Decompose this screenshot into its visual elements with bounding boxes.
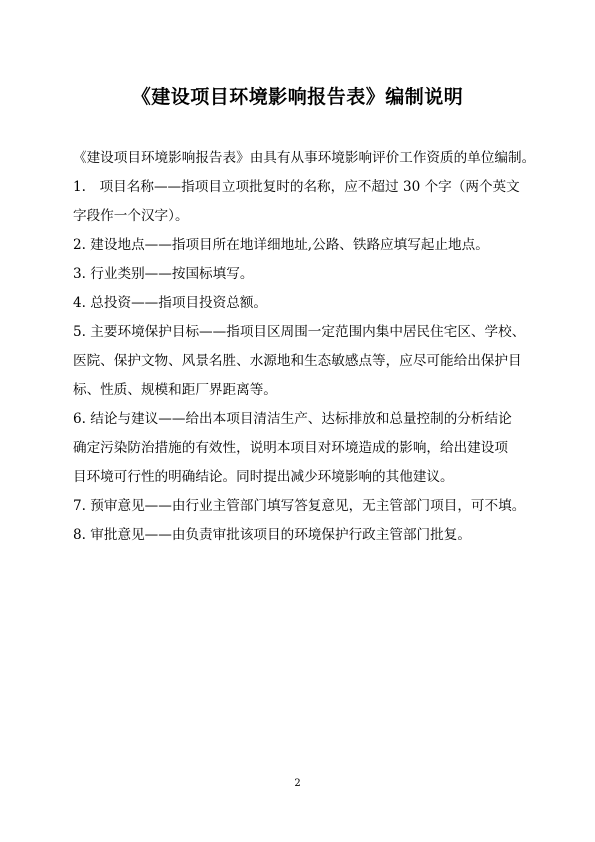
item-6-line-2: 确定污染防治措施的有效性，说明本项目对环境造成的影响，给出建设项 [73, 440, 508, 456]
intro-line: 《建设项目环境影响报告表》由具有从事环境影响评价工作资质的单位编制。 [73, 150, 536, 166]
item-2-line: 2. 建设地点——指项目所在地详细地址,公路、铁路应填写起止地点。 [73, 237, 489, 253]
item-1-line-1: 1. 项目名称——指项目立项批复时的名称，应不超过 30 个字（两个英文 [73, 179, 520, 195]
document-title: 《建设项目环境影响报告表》编制说明 [131, 86, 464, 108]
item-1-line-2: 字段作一个汉字）。 [73, 208, 189, 224]
item-3-line: 3. 行业类别——按国标填写。 [73, 266, 254, 282]
item-6-line-3: 目环境可行性的明确结论。同时提出减少环境影响的其他建议。 [73, 469, 454, 485]
item-6-line-1: 6. 结论与建议——给出本项目清洁生产、达标排放和总量控制的分析结论 [73, 411, 512, 427]
page-number: 2 [294, 778, 301, 789]
item-4-line: 4. 总投资——指项目投资总额。 [73, 295, 268, 311]
item-5-line-1: 5. 主要环境保护目标——指项目区周围一定范围内集中居民住宅区、学校、 [73, 324, 526, 340]
item-5-line-3: 标、性质、规模和距厂界距离等。 [73, 382, 277, 398]
item-5-line-2: 医院、保护文物、风景名胜、水源地和生态敏感点等，应尽可能给出保护目 [73, 353, 522, 369]
item-8-line: 8. 审批意见——由负责审批该项目的环境保护行政主管部门批复。 [73, 527, 471, 543]
item-7-line: 7. 预审意见——由行业主管部门填写答复意见，无主管部门项目，可不填。 [73, 498, 526, 514]
document-body [73, 144, 543, 550]
